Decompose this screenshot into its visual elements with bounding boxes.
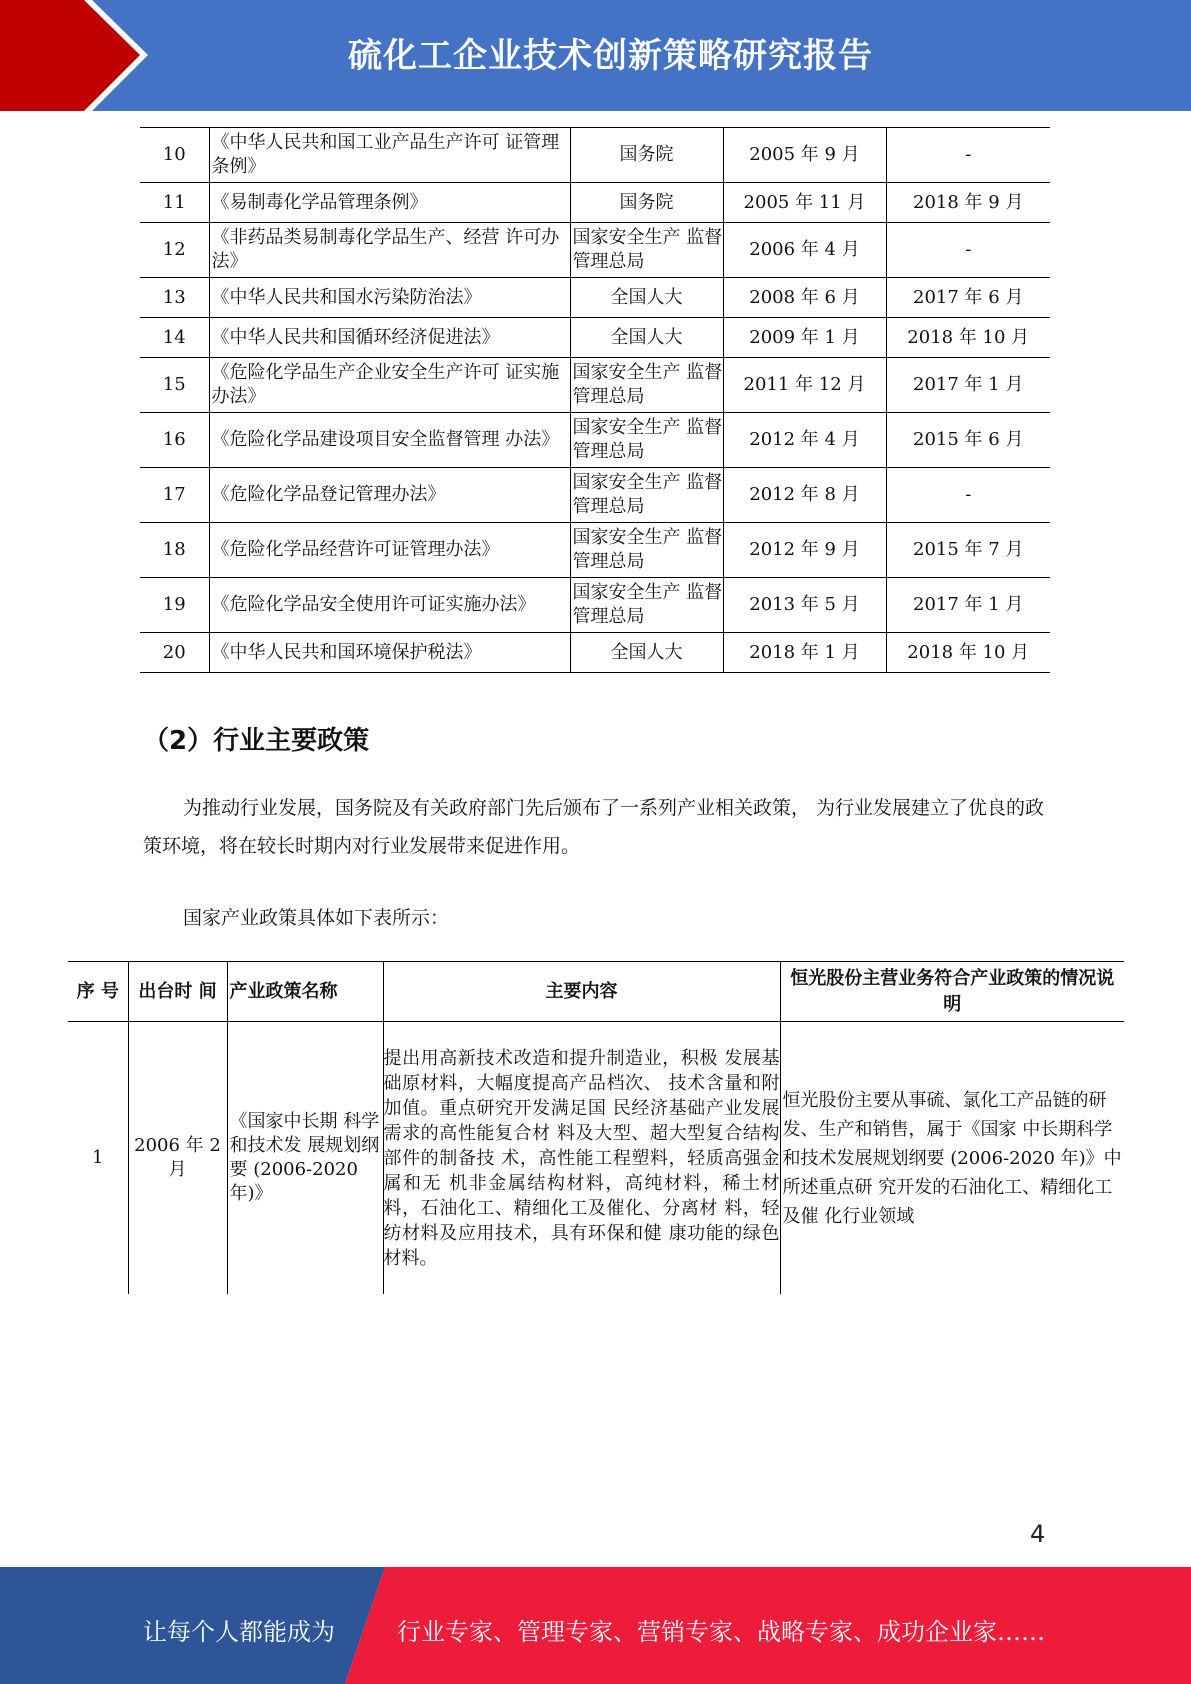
policy-date: 2006 年 2 月 [128,1022,227,1295]
row-number: 14 [140,318,209,358]
issue-date: 2018 年 1 月 [723,633,886,673]
footer-slogan-right: 行业专家、管理专家、营销专家、战略专家、成功企业家…… [397,1618,1045,1646]
row-number: 13 [140,278,209,318]
regulation-name: 《危险化学品安全使用许可证实施办法》 [209,578,570,633]
intro-paragraph: 为推动行业发展，国务院及有关政府部门先后颁布了一系列产业相关政策， 为行业发展建立了优良的政策环境，将在较长时期内对行业发展带来促进作用。 [143,797,1045,857]
regulation-name: 《易制毒化学品管理条例》 [209,183,570,223]
issuing-authority: 国务院 [570,183,723,223]
document-title: 硫化工企业技术创新策略研究报告 [348,36,873,76]
policy-explanation: 恒光股份主要从事硫、氯化工产品链的研发、生产和销售，属于《国家 中长期科学和技术发展规划纲要 (2006-2020 年)》中所述重点研 究开发的石油化工、精细化工及催 化行业领域 [780,1022,1124,1295]
issuing-authority: 国家安全生产 监督管理总局 [570,358,723,413]
row-number: 11 [140,183,209,223]
revision-date: 2015 年 6 月 [886,413,1050,468]
issue-date: 2005 年 11 月 [723,183,886,223]
issuing-authority: 全国人大 [570,633,723,673]
page-header [0,0,1191,111]
revision-date: 2017 年 6 月 [886,278,1050,318]
header-policy-name: 产业政策名称 [227,962,383,1022]
table-row [140,358,1050,413]
row-number: 15 [140,358,209,413]
regulation-name: 《中华人民共和国工业产品生产许可 证管理条例》 [209,128,570,183]
policy-table [68,961,1124,1294]
revision-date: 2017 年 1 月 [886,578,1050,633]
issue-date: 2005 年 9 月 [723,128,886,183]
regulation-name: 《危险化学品建设项目安全监督管理 办法》 [209,413,570,468]
section-title: （2）行业主要政策 [143,726,370,756]
row-number: 20 [140,633,209,673]
issue-date: 2013 年 5 月 [723,578,886,633]
issuing-authority: 国家安全生产 监督管理总局 [570,223,723,278]
row-number: 18 [140,523,209,578]
issue-date: 2008 年 6 月 [723,278,886,318]
table-row [140,318,1050,358]
revision-date: 2018 年 10 月 [886,318,1050,358]
revision-date: - [886,468,1050,523]
issue-date: 2011 年 12 月 [723,358,886,413]
table-row [140,468,1050,523]
header-date: 出台时 间 [128,962,227,1022]
revision-date: - [886,223,1050,278]
table-row [140,633,1050,673]
issuing-authority: 国家安全生产 监督管理总局 [570,413,723,468]
row-number: 10 [140,128,209,183]
issue-date: 2006 年 4 月 [723,223,886,278]
row-number: 16 [140,413,209,468]
regulation-name: 《危险化学品经营许可证管理办法》 [209,523,570,578]
regulation-name: 《中华人民共和国环境保护税法》 [209,633,570,673]
issue-date: 2012 年 8 月 [723,468,886,523]
table-intro-paragraph: 国家产业政策具体如下表所示： [183,907,450,929]
row-number: 12 [140,223,209,278]
revision-date: 2017 年 1 月 [886,358,1050,413]
table-row [140,278,1050,318]
table-row [140,128,1050,183]
issue-date: 2009 年 1 月 [723,318,886,358]
table-row [140,523,1050,578]
policy-name: 《国家中长期 科学和技术发 展规划纲要 (2006-2020 年)》 [227,1022,383,1295]
revision-date: 2018 年 10 月 [886,633,1050,673]
issuing-authority: 国家安全生产 监督管理总局 [570,578,723,633]
issuing-authority: 全国人大 [570,318,723,358]
revision-date: - [886,128,1050,183]
issuing-authority: 国家安全生产 监督管理总局 [570,523,723,578]
revision-date: 2018 年 9 月 [886,183,1050,223]
table-row [68,1022,1124,1295]
issue-date: 2012 年 9 月 [723,523,886,578]
regulation-name: 《中华人民共和国水污染防治法》 [209,278,570,318]
policy-header-row [68,962,1124,1022]
footer-slogan-left: 让每个人都能成为 [143,1618,335,1646]
header-explanation: 恒光股份主营业务符合产业政策的情况说明 [780,962,1124,1022]
issuing-authority: 国务院 [570,128,723,183]
issuing-authority: 国家安全生产 监督管理总局 [570,468,723,523]
table-row [140,578,1050,633]
table-row [140,183,1050,223]
page-footer [0,1567,1191,1684]
table-row [140,413,1050,468]
regulation-name: 《危险化学品生产企业安全生产许可 证实施办法》 [209,358,570,413]
regulation-name: 《非药品类易制毒化学品生产、经营 许可办法》 [209,223,570,278]
page-number: 4 [1030,1520,1046,1548]
issuing-authority: 全国人大 [570,278,723,318]
regulation-name: 《中华人民共和国循环经济促进法》 [209,318,570,358]
table-row [140,223,1050,278]
policy-content: 提出用高新技术改造和提升制造业，积极 发展基础原材料，大幅度提高产品档次、 技术含量和附加值。重点研究开发满足国 民经济基础产业发展需求的高性能复合材 料及大型、超大型复合结构部件的制备技 术，高性能工程塑料，轻质高强金属和无 机非金属结构材料，高纯材料，稀土材 料，石油化工、精细化工及催化、分离材 料，轻纺材料及应用技术，具有环保和健 康功能的绿色材料。 [383,1022,780,1295]
policy-no: 1 [92,1147,104,1168]
row-number: 17 [140,468,209,523]
regulations-table [140,127,1050,673]
issue-date: 2012 年 4 月 [723,413,886,468]
regulation-name: 《危险化学品登记管理办法》 [209,468,570,523]
header-content: 主要内容 [383,962,780,1022]
revision-date: 2015 年 7 月 [886,523,1050,578]
row-number: 19 [140,578,209,633]
header-no: 序 号 [68,962,128,1022]
